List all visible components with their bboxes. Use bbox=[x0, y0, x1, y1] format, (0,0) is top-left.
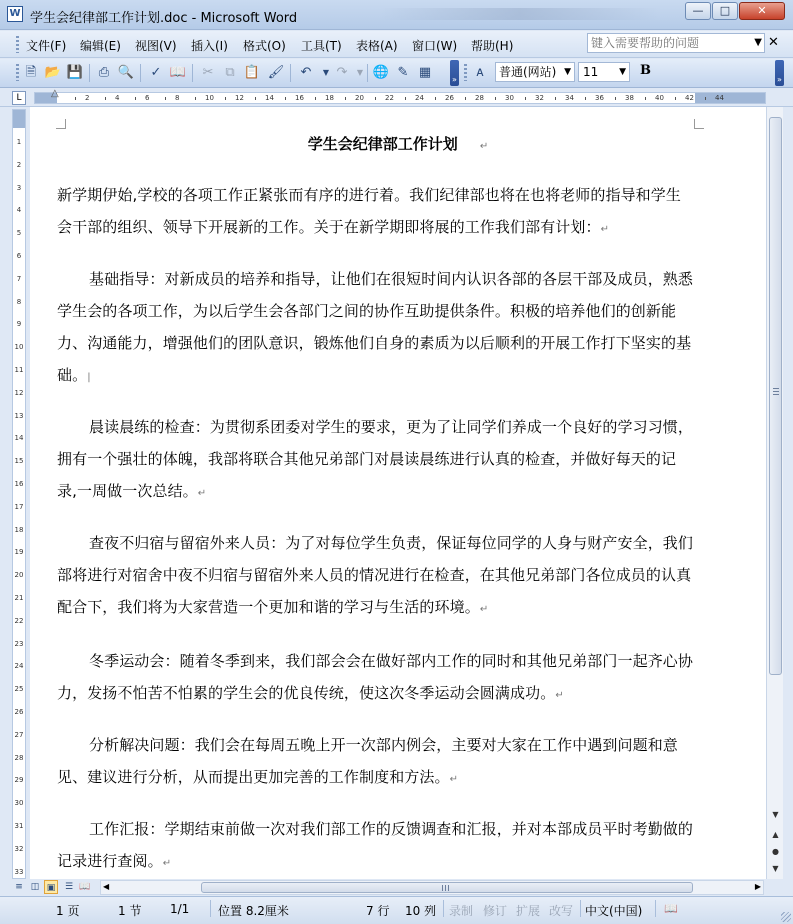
toolbar-grip[interactable] bbox=[16, 64, 19, 81]
vertical-ruler-number: 25 bbox=[14, 685, 24, 694]
formatting-options-icon[interactable]: » bbox=[775, 60, 784, 86]
vertical-ruler-number: 22 bbox=[14, 616, 24, 625]
ruler-tick bbox=[675, 97, 676, 100]
vertical-ruler-number: 6 bbox=[16, 252, 22, 260]
format-painter-icon[interactable]: 🖌 bbox=[267, 65, 285, 80]
vertical-ruler-number: 31 bbox=[14, 822, 24, 830]
scroll-down-icon[interactable]: ▼ bbox=[772, 810, 779, 819]
horizontal-scroll-thumb[interactable] bbox=[201, 882, 693, 893]
paragraph-text: 基础指导：对新成员的培养和指导，让他们在很短时间内认识各部的各层干部及成员，熟悉学生会的各项工作，为以后学生会各部门之间的协作互助提供条件。积极的培养他们的创新能力、沟通能力，增强他们的团队意识，锻炼他们自身的素质为以后顺利的开展工作打下坚实的基础。 bbox=[57, 270, 694, 384]
ruler-tick bbox=[345, 97, 346, 100]
ruler-tick bbox=[255, 97, 256, 100]
ruler-tick bbox=[75, 97, 76, 100]
window-title: 学生会纪律部工作计划.doc - Microsoft Word bbox=[30, 11, 298, 26]
ruler-tick bbox=[135, 97, 136, 100]
menu-view[interactable]: 视图(V) bbox=[135, 39, 177, 53]
ruler-number: 12 bbox=[235, 94, 244, 102]
paragraph-winter-sports[interactable] bbox=[57, 645, 693, 712]
status-separator bbox=[210, 900, 211, 917]
toolbar-options-icon[interactable]: » bbox=[450, 60, 459, 86]
ruler-number: 32 bbox=[535, 94, 544, 102]
styles-icon[interactable]: ᴀ bbox=[476, 65, 484, 80]
document-page[interactable] bbox=[30, 107, 766, 879]
open-icon[interactable]: 📂 bbox=[44, 65, 62, 80]
ruler-tick bbox=[285, 97, 286, 100]
paragraph-text: 工作汇报：学期结束前做一次对我们部工作的反馈调查和汇报，并对本部成员平时考勤做的记录进行查阅。 bbox=[57, 820, 694, 870]
ruler-number: 36 bbox=[595, 94, 604, 102]
paragraph-text: 冬季运动会：随着冬季到来，我们部会会在做好部内工作的同时和其他兄弟部门一起齐心协力，发扬不怕苦不怕累的学生会的优良传统，使这次冬季运动会圆满成功。 bbox=[57, 652, 694, 702]
vertical-ruler-number: 8 bbox=[16, 297, 22, 306]
vertical-ruler-number: 12 bbox=[14, 388, 24, 397]
close-button[interactable]: ✕ bbox=[739, 2, 785, 20]
ruler-number: 42 bbox=[685, 94, 694, 102]
ruler-number: 4 bbox=[115, 94, 120, 102]
status-page-of: 1/1 bbox=[170, 902, 190, 916]
vertical-ruler-number: 16 bbox=[14, 480, 24, 488]
menu-file[interactable]: 文件(F) bbox=[26, 39, 67, 53]
paragraph-basic-guidance[interactable] bbox=[57, 263, 693, 394]
indent-marker-icon[interactable]: △ bbox=[51, 88, 59, 99]
redo-dropdown-icon[interactable]: ▼ bbox=[356, 68, 364, 77]
text-cursor: | bbox=[87, 372, 91, 383]
minimize-button[interactable]: — bbox=[685, 2, 711, 20]
maximize-button[interactable]: □ bbox=[712, 2, 738, 20]
vertical-ruler-number: 28 bbox=[14, 753, 24, 762]
ruler-number: 28 bbox=[475, 94, 484, 102]
scroll-left-icon[interactable]: ◀ bbox=[103, 882, 110, 891]
vertical-ruler-number: 18 bbox=[14, 525, 24, 534]
status-extend[interactable]: 扩展 bbox=[516, 904, 541, 918]
horizontal-ruler-row bbox=[0, 89, 793, 107]
copy-icon[interactable]: ⧉ bbox=[225, 65, 235, 80]
style-value: 普通(网站) bbox=[499, 65, 557, 79]
status-overtype[interactable]: 改写 bbox=[549, 904, 574, 918]
bold-button[interactable]: B bbox=[640, 63, 651, 78]
select-browse-object-icon[interactable]: ● bbox=[772, 847, 779, 856]
vertical-ruler-number: 19 bbox=[14, 548, 24, 557]
ruler-number: 30 bbox=[505, 94, 514, 102]
toolbar-separator bbox=[89, 64, 90, 82]
ruler-tick bbox=[525, 97, 526, 100]
paragraph-intro[interactable] bbox=[57, 179, 693, 246]
vertical-ruler-number: 14 bbox=[14, 434, 24, 443]
redo-icon[interactable]: ↷ bbox=[336, 65, 348, 80]
paragraph-analysis[interactable] bbox=[57, 729, 693, 796]
vertical-ruler-number: 27 bbox=[14, 730, 24, 739]
status-track-changes[interactable]: 修订 bbox=[483, 904, 508, 918]
ruler-tick bbox=[495, 97, 496, 100]
ruler-number: 40 bbox=[655, 94, 664, 102]
next-page-icon[interactable]: ▼ bbox=[772, 864, 779, 873]
chevron-down-icon[interactable]: ▼ bbox=[619, 67, 626, 77]
tables-borders-icon[interactable]: ✎ bbox=[397, 65, 409, 80]
ruler-tick bbox=[165, 97, 166, 100]
paragraph-night-check[interactable] bbox=[57, 527, 693, 626]
ruler-tick bbox=[315, 97, 316, 100]
ruler-number: 20 bbox=[355, 94, 364, 102]
paragraph-text: 分析解决问题：我们会在每周五晚上开一次部内例会，主要对大家在工作中遇到问题和意见、建议进行分析，从而提出更加完善的工作制度和方法。 bbox=[57, 736, 678, 786]
status-bar bbox=[0, 896, 793, 924]
paragraph-mark: ↵ bbox=[600, 224, 610, 235]
menu-help[interactable]: 帮助(H) bbox=[471, 39, 514, 53]
vertical-ruler-number: 10 bbox=[14, 343, 24, 352]
status-column: 10 列 bbox=[405, 904, 437, 918]
paragraph-text: 晨读晨练的检查：为贯彻系团委对学生的要求，更为了让同学们养成一个良好的学习习惯，拥有一个强壮的体魄，我部将联合其他兄弟部门对晨读晨练进行认真的检查，并做好每天的记录,一周做一次总结。 bbox=[57, 418, 694, 500]
vertical-ruler-number: 1 bbox=[16, 138, 22, 146]
style-dropdown[interactable] bbox=[495, 62, 575, 82]
vertical-ruler-number: 21 bbox=[14, 594, 24, 602]
ruler-tick bbox=[705, 97, 706, 100]
outline-view-icon[interactable]: ☰ bbox=[64, 882, 74, 892]
spelling-status-icon[interactable]: 📖 bbox=[664, 902, 678, 915]
vertical-ruler-number: 11 bbox=[14, 366, 24, 374]
font-size-value: 11 bbox=[583, 65, 599, 79]
paragraph-report[interactable] bbox=[57, 813, 693, 879]
normal-view-icon[interactable]: ≡ bbox=[15, 882, 23, 892]
title-bar-blur bbox=[380, 8, 660, 20]
vertical-ruler-number: 5 bbox=[16, 229, 22, 238]
vertical-scrollbar[interactable] bbox=[766, 107, 783, 879]
scroll-grip-icon bbox=[442, 885, 450, 891]
ruler-number: 38 bbox=[625, 94, 634, 102]
hyperlink-icon[interactable]: 🌐 bbox=[372, 65, 390, 80]
ruler-tick bbox=[645, 97, 646, 100]
horizontal-ruler[interactable] bbox=[34, 92, 766, 104]
undo-icon[interactable]: ↶ bbox=[300, 65, 312, 80]
vertical-ruler-number: 15 bbox=[14, 457, 24, 466]
vertical-ruler-number: 9 bbox=[16, 320, 22, 329]
ruler-tick bbox=[465, 97, 466, 100]
ruler-tick bbox=[225, 97, 226, 100]
close-document-icon[interactable]: ✕ bbox=[768, 35, 779, 50]
vertical-ruler-number: 32 bbox=[14, 844, 24, 853]
ruler-tick bbox=[105, 97, 106, 100]
ruler-number: 10 bbox=[205, 94, 214, 102]
font-size-dropdown[interactable] bbox=[578, 62, 630, 82]
status-language[interactable]: 中文(中国) bbox=[585, 904, 643, 918]
ruler-tick bbox=[195, 97, 196, 100]
status-line: 7 行 bbox=[366, 904, 390, 918]
previous-page-icon[interactable]: ▲ bbox=[772, 830, 779, 839]
horizontal-scrollbar[interactable] bbox=[100, 880, 764, 895]
scroll-grip-icon bbox=[773, 388, 779, 396]
ruler-tick bbox=[555, 97, 556, 100]
help-search-input[interactable] bbox=[588, 34, 748, 52]
vertical-ruler bbox=[12, 109, 26, 879]
status-section: 1 节 bbox=[118, 904, 142, 918]
print-icon[interactable]: ⎙ bbox=[98, 65, 110, 80]
vertical-ruler-number: 3 bbox=[16, 183, 22, 192]
spelling-icon[interactable]: ✓ bbox=[150, 65, 162, 80]
print-layout-icon[interactable]: ▣ bbox=[44, 880, 58, 894]
insert-table-icon[interactable]: ▦ bbox=[418, 65, 432, 80]
toolbar-separator bbox=[367, 64, 368, 82]
tab-selector[interactable]: L bbox=[12, 91, 26, 105]
vertical-ruler-number: 30 bbox=[14, 799, 24, 808]
status-separator bbox=[580, 900, 581, 917]
vertical-ruler-top-margin bbox=[13, 110, 26, 128]
vertical-ruler-number: 24 bbox=[14, 662, 24, 671]
word-app-icon[interactable]: W bbox=[7, 6, 23, 22]
research-icon[interactable]: 📖 bbox=[169, 65, 187, 80]
ruler-number: 14 bbox=[265, 94, 274, 102]
ruler-number: 26 bbox=[445, 94, 454, 102]
ruler-tick bbox=[585, 97, 586, 100]
ruler-number: 22 bbox=[385, 94, 394, 102]
menu-format[interactable]: 格式(O) bbox=[243, 39, 286, 53]
paragraph-mark: ↵ bbox=[479, 141, 489, 152]
page-corner-mark bbox=[56, 119, 66, 129]
ruler-number: 2 bbox=[85, 94, 90, 102]
toolbar-separator bbox=[140, 64, 141, 82]
paragraph-mark: ↵ bbox=[197, 488, 207, 499]
help-search-box[interactable] bbox=[587, 33, 765, 53]
view-and-scroll-row bbox=[0, 879, 793, 896]
ruler-number: 16 bbox=[295, 94, 304, 102]
ruler-tick bbox=[615, 97, 616, 100]
ruler-number: 44 bbox=[715, 94, 724, 102]
vertical-ruler-number: 2 bbox=[16, 160, 22, 169]
ruler-tick bbox=[375, 97, 376, 100]
document-title bbox=[30, 133, 766, 154]
chevron-down-icon[interactable]: ▼ bbox=[564, 67, 571, 77]
vertical-ruler-number: 13 bbox=[14, 411, 24, 420]
menu-insert[interactable]: 插入(I) bbox=[191, 39, 228, 53]
ruler-number: 6 bbox=[145, 94, 150, 102]
status-separator bbox=[443, 900, 444, 917]
save-icon[interactable]: 💾 bbox=[66, 65, 84, 80]
toolbar-separator bbox=[290, 64, 291, 82]
ruler-number: 34 bbox=[565, 94, 574, 102]
resize-grip-icon[interactable] bbox=[781, 912, 791, 922]
scroll-right-icon[interactable]: ▶ bbox=[754, 882, 761, 891]
menu-window[interactable]: 窗口(W) bbox=[412, 39, 458, 53]
document-title-text: 学生会纪律部工作计划 bbox=[307, 135, 458, 153]
cut-icon[interactable]: ✂ bbox=[202, 65, 214, 80]
vertical-ruler-number: 26 bbox=[14, 708, 24, 716]
formatting-toolbar-grip[interactable] bbox=[464, 64, 467, 81]
paragraph-text: 查夜不归宿与留宿外来人员：为了对每位学生负责，保证每位同学的人身与财产安全，我们部将进行对宿舍中夜不归宿与留宿外来人员的情况进行在检查，在其他兄弟部门各位成员的认真配合下，我们将为大家营造一个更加和谐的学习与生活的环境。 bbox=[57, 534, 694, 616]
page-corner-mark bbox=[694, 119, 704, 129]
menu-tools[interactable]: 工具(T) bbox=[301, 39, 342, 53]
vertical-ruler-number: 4 bbox=[16, 206, 22, 215]
status-separator bbox=[655, 900, 656, 917]
menu-table[interactable]: 表格(A) bbox=[356, 39, 398, 53]
status-position: 位置 8.2厘米 bbox=[218, 904, 289, 918]
ruler-number: 8 bbox=[175, 94, 180, 102]
standard-toolbar bbox=[0, 59, 793, 88]
menu-grip[interactable] bbox=[16, 36, 19, 53]
vertical-scroll-thumb[interactable] bbox=[769, 117, 782, 675]
paragraph-text: 新学期伊始,学校的各项工作正紧张而有序的进行着。我们纪律部也将在也将老师的指导和学生会干部的组织、领导下开展新的工作。关于在新学期即将展的工作我们部有计划： bbox=[57, 186, 681, 236]
ruler-number: 18 bbox=[325, 94, 334, 102]
menu-edit[interactable]: 编辑(E) bbox=[80, 39, 121, 53]
vertical-ruler-number: 29 bbox=[14, 776, 24, 785]
paragraph-mark: ↵ bbox=[162, 858, 172, 869]
chevron-down-icon[interactable]: ▼ bbox=[754, 37, 762, 48]
vertical-ruler-number: 20 bbox=[14, 571, 24, 580]
ruler-number: 24 bbox=[415, 94, 424, 102]
reading-layout-icon[interactable]: 📖 bbox=[79, 882, 91, 892]
vertical-ruler-number: 23 bbox=[14, 639, 24, 648]
status-page: 1 页 bbox=[56, 904, 80, 918]
paste-icon[interactable]: 📋 bbox=[243, 65, 261, 80]
status-record[interactable]: 录制 bbox=[449, 904, 474, 918]
vertical-ruler-number: 33 bbox=[14, 867, 24, 876]
paragraph-mark: ↵ bbox=[479, 604, 489, 615]
ruler-tick bbox=[435, 97, 436, 100]
ruler-tick bbox=[405, 97, 406, 100]
new-icon[interactable]: 🗎 bbox=[25, 65, 37, 80]
paragraph-mark: ↵ bbox=[449, 774, 459, 785]
paragraph-morning-check[interactable] bbox=[57, 411, 693, 510]
vertical-ruler-number: 7 bbox=[16, 274, 22, 283]
title-bar bbox=[0, 0, 793, 30]
web-layout-icon[interactable]: ◫ bbox=[30, 882, 40, 892]
toolbar-separator bbox=[192, 64, 193, 82]
vertical-ruler-number: 17 bbox=[14, 502, 24, 511]
undo-dropdown-icon[interactable]: ▼ bbox=[322, 68, 330, 77]
print-preview-icon[interactable]: 🔍 bbox=[117, 65, 135, 80]
paragraph-mark: ↵ bbox=[555, 690, 564, 701]
